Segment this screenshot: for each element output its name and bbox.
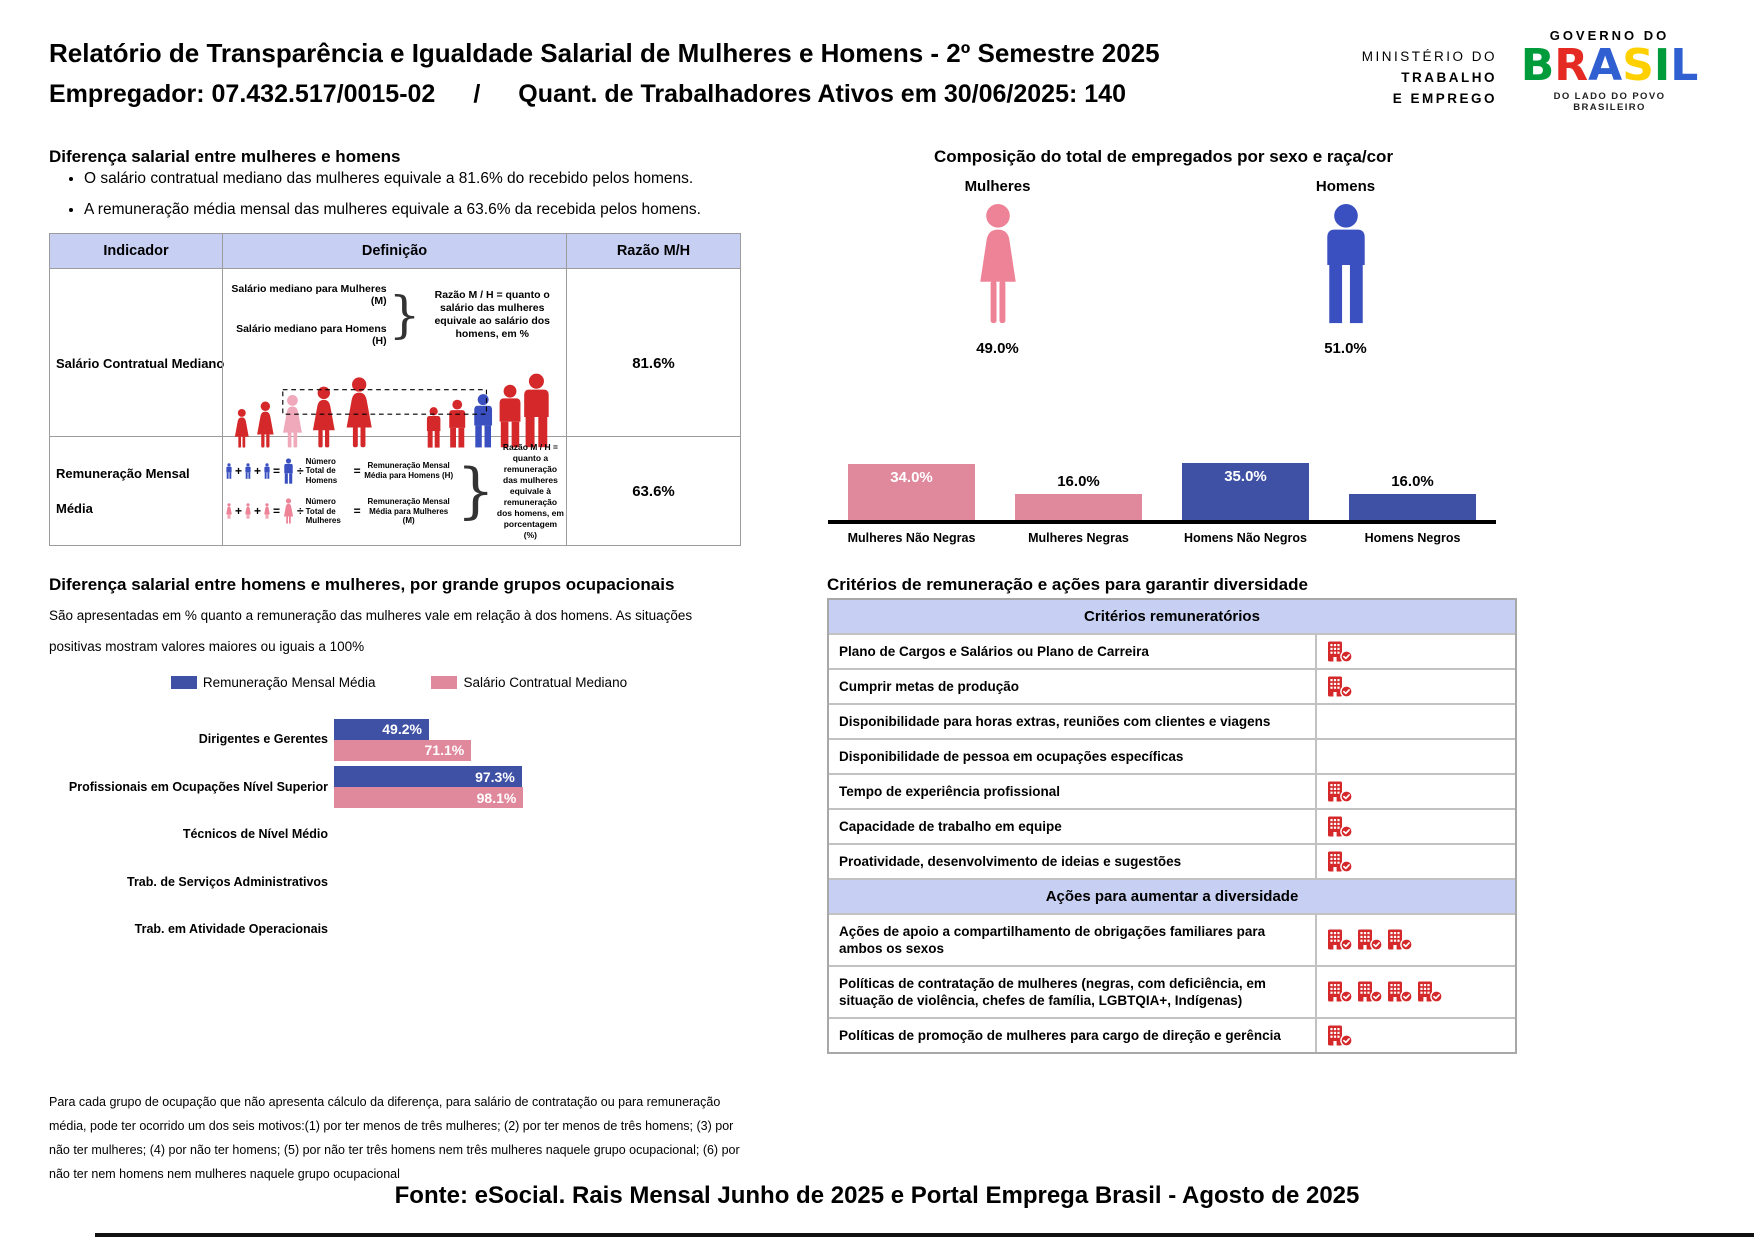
- brand-letter: L: [1670, 40, 1699, 91]
- occupation-bar: [334, 787, 523, 808]
- ratio-value: 81.6%: [566, 269, 740, 458]
- composition-category-label: Mulheres Negras: [1028, 530, 1129, 545]
- criteria-label: Cumprir metas de produção: [839, 679, 1020, 694]
- company-check-icon: [1327, 1025, 1354, 1047]
- brand-letter: A: [1588, 40, 1623, 91]
- col-header-razao: Razão M/H: [566, 234, 740, 268]
- composition-bar: [848, 464, 975, 520]
- people-row-illustration: [230, 351, 560, 450]
- table-row: [50, 436, 740, 545]
- brasil-wordmark: [1517, 40, 1702, 91]
- criteria-label: Proatividade, desenvolvimento de ideias e sugestões: [839, 854, 1182, 869]
- company-check-icon: [1327, 981, 1354, 1003]
- criteria-row: [829, 1017, 1515, 1052]
- criteria-check-icons: [1315, 915, 1515, 965]
- occupation-bar-value: 97.3%: [475, 768, 515, 785]
- brace-glyph: }: [388, 286, 421, 344]
- occupation-category-label: Técnicos de Nível Médio: [182, 827, 328, 842]
- criteria-check-icons: [1315, 845, 1515, 878]
- ministry-line3: E EMPREGO: [1392, 91, 1497, 106]
- composition-category-label: Homens Não Negros: [1184, 530, 1307, 545]
- criteria-table: [827, 598, 1517, 1054]
- composition-bar-value: 35.0%: [1224, 467, 1267, 485]
- indicator-name-text: Remuneração Mensal Média: [56, 466, 190, 516]
- company-check-icon: [1357, 929, 1384, 951]
- indicator-table: [49, 233, 741, 546]
- criteria-check-icons: [1315, 775, 1515, 808]
- occupational-footnote: Para cada grupo de ocupação que não apresenta cálculo da diferença, para salário de contratação ou para remuneração média, pode ter ocorrido um dos seis motivos:(1) por ter menos de três mulheres; (2) por ter menos de três homens; (3) por não ter mulheres; (4) por não ter homens; (5) por não ter três homens nem três mulheres naquele grupo ocupacional; (6) por não ter nem homens nem mulheres naquele grupo ocupacional: [49, 1095, 740, 1181]
- criteria-section-header: Critérios remuneratórios: [829, 600, 1515, 633]
- ratio-definition-note: Razão M / H = quanto a remuneração das mulheres equivale à remuneração dos homens, em porcentagem (%): [496, 441, 564, 540]
- composition-bars: [828, 418, 1496, 520]
- brand-letter: I: [1653, 40, 1671, 91]
- criteria-row: [829, 773, 1515, 808]
- criteria-label: Capacidade de trabalho em equipe: [839, 819, 1062, 834]
- equals-sign: =: [353, 463, 361, 478]
- women-label: Mulheres: [964, 178, 1031, 195]
- salary-gap-bullets: [66, 170, 701, 232]
- legend-label: Salário Contratual Mediano: [463, 675, 628, 690]
- composition-category-label: Mulheres Não Negras: [847, 530, 976, 545]
- men-group: [1253, 178, 1438, 357]
- brand-letter: B: [1520, 40, 1555, 91]
- criteria-section-header: Ações para aumentar a diversidade: [829, 878, 1515, 913]
- median-men-label: Salário mediano para Homens (H): [236, 323, 387, 347]
- composition-categories: [828, 524, 1496, 545]
- company-check-icon: [1387, 929, 1414, 951]
- plus-sign: +: [235, 504, 243, 519]
- divide-sign: ÷: [297, 463, 304, 478]
- plus-sign: +: [254, 463, 262, 478]
- occupation-bar: [334, 719, 429, 740]
- company-check-icon: [1417, 981, 1444, 1003]
- subtitle-separator: /: [473, 80, 481, 108]
- source-footer: Fonte: eSocial. Rais Mensal Junho de 2025 e Portal Emprega Brasil - Agosto de 2025: [394, 1182, 1360, 1209]
- occupational-bar-chart: [49, 716, 769, 954]
- occupation-row: [49, 906, 769, 954]
- female-person-icon: [905, 203, 1090, 334]
- occupation-bars: [334, 719, 471, 761]
- company-check-icon: [1327, 851, 1354, 873]
- women-average-equation: [225, 497, 455, 526]
- ministry-logo: [1362, 46, 1497, 109]
- composition-bar: [1349, 494, 1476, 520]
- criteria-label: Plano de Cargos e Salários ou Plano de Carreira: [839, 644, 1149, 659]
- criteria-row: [829, 808, 1515, 843]
- company-check-icon: [1327, 676, 1354, 698]
- plus-sign: +: [235, 463, 243, 478]
- criteria-row: [829, 633, 1515, 668]
- criteria-label: Tempo de experiência profissional: [839, 784, 1061, 799]
- occupational-legend: [49, 675, 749, 690]
- criteria-check-icons: [1315, 635, 1515, 668]
- legend-item: [171, 675, 376, 690]
- occupation-row: [49, 764, 769, 812]
- criteria-label: Políticas de contratação de mulheres (negras, com deficiência, em situação de violência, chefes de família, LGBTQIA+, Indígenas): [839, 976, 1266, 1008]
- women-group: [905, 178, 1090, 357]
- brand-letter: R: [1554, 40, 1589, 91]
- page-bottom-line: [95, 1233, 1754, 1237]
- men-percentage: 51.0%: [1324, 340, 1367, 357]
- gov-logo-top-text: GOVERNO DO: [1549, 28, 1670, 43]
- occupation-category-label: Profissionais em Ocupações Nível Superior: [68, 779, 328, 794]
- criteria-row: [829, 843, 1515, 878]
- people-comparison-figure: [227, 351, 562, 450]
- occupation-bar-value: 98.1%: [476, 789, 517, 806]
- legend-item: [431, 675, 627, 690]
- plus-sign: +: [254, 504, 262, 519]
- active-workers-count: Quant. de Trabalhadores Ativos em 30/06/2025: 140: [518, 80, 1126, 108]
- col-header-indicador: Indicador: [103, 243, 169, 259]
- composition-bar-value: 16.0%: [1057, 472, 1100, 490]
- ratio-definition-note: Razão M / H = quanto o salário das mulheres equivale ao salário dos homens, em %: [434, 289, 550, 340]
- salary-gap-title: Diferença salarial entre mulheres e homens: [49, 147, 401, 166]
- criteria-row: [829, 738, 1515, 773]
- occupation-category-label: Trab. de Serviços Administrativos: [127, 874, 328, 889]
- occupation-category-label: Trab. em Atividade Operacionais: [134, 922, 328, 937]
- definition-cell: [222, 437, 566, 545]
- occupation-bar: [334, 740, 471, 761]
- criteria-check-icons: [1315, 967, 1515, 1017]
- col-header-definicao: Definição: [222, 234, 566, 268]
- legend-swatch: [431, 676, 457, 689]
- criteria-row: [829, 703, 1515, 738]
- women-total-label: Número Total de Mulheres: [305, 497, 341, 525]
- male-person-icon: [1253, 203, 1438, 334]
- composition-bar-column: [1329, 473, 1496, 520]
- ratio-value: 63.6%: [566, 437, 740, 545]
- equals-sign: =: [273, 463, 281, 478]
- composition-bar-column: [995, 473, 1162, 520]
- occupation-row: [49, 716, 769, 764]
- page-subtitle: [49, 80, 1126, 109]
- ministry-line2: TRABALHO: [1401, 70, 1497, 85]
- composition-bar: [1182, 463, 1309, 520]
- composition-bar-chart: [828, 418, 1496, 545]
- indicator-name: [50, 437, 222, 545]
- men-average-label: Remuneração Mensal Média para Homens (H): [364, 461, 454, 480]
- criteria-check-icons: [1315, 670, 1515, 703]
- men-average-equation: [225, 457, 455, 486]
- occupational-title: Diferença salarial entre homens e mulheres, por grande grupos ocupacionais: [49, 575, 675, 594]
- company-check-icon: [1327, 816, 1354, 838]
- criteria-row: [829, 668, 1515, 703]
- occupation-bar-value: 49.2%: [382, 721, 422, 738]
- gov-brasil-logo: [1517, 28, 1702, 113]
- criteria-title: Critérios de remuneração e ações para garantir diversidade: [827, 575, 1308, 594]
- composition-bar-value: 16.0%: [1391, 472, 1434, 490]
- indicator-table-header: [50, 234, 740, 268]
- company-check-icon: [1327, 929, 1354, 951]
- criteria-check-icons: [1315, 810, 1515, 843]
- company-check-icon: [1327, 781, 1354, 803]
- composition-bar-column: [828, 464, 995, 520]
- table-row: [50, 268, 740, 436]
- legend-label: Remuneração Mensal Média: [202, 675, 376, 690]
- occupation-bar-value: 71.1%: [424, 742, 465, 759]
- criteria-label: Políticas de promoção de mulheres para cargo de direção e gerência: [839, 1028, 1281, 1043]
- criteria-check-icons: [1315, 705, 1515, 738]
- occupation-category-label: Dirigentes e Gerentes: [198, 732, 328, 747]
- men-label: Homens: [1315, 178, 1376, 195]
- occupational-subtitle: São apresentadas em % quanto a remuneração das mulheres vale em relação à dos homens. As situações positivas mostram valores maiores ou iguais a 100%: [49, 608, 693, 654]
- legend-swatch: [171, 676, 197, 689]
- brace-glyph: }: [456, 456, 495, 526]
- criteria-label: Ações de apoio a compartilhamento de obrigações familiares para ambos os sexos: [839, 924, 1266, 956]
- criteria-check-icons: [1315, 740, 1515, 773]
- divide-sign: ÷: [297, 504, 304, 519]
- criteria-label: Disponibilidade de pessoa em ocupações específicas: [839, 749, 1184, 764]
- brand-letter: S: [1622, 40, 1654, 91]
- bullet-mean-salary: • A remuneração média mensal das mulheres equivale a 63.6% da recebida pelos homens.: [84, 201, 701, 219]
- median-women-label: Salário mediano para Mulheres (M): [231, 283, 387, 307]
- criteria-row: [829, 965, 1515, 1017]
- women-average-label: Remuneração Mensal Média para Mulheres (M): [367, 497, 450, 525]
- occupation-row: [49, 859, 769, 907]
- company-check-icon: [1387, 981, 1414, 1003]
- page-title: Relatório de Transparência e Igualdade Salarial de Mulheres e Homens - 2º Semestre 2025: [49, 38, 1160, 68]
- composition-category-label: Homens Negros: [1364, 530, 1461, 545]
- men-total-label: Número Total de Homens: [305, 456, 338, 485]
- indicator-name: Salário Contratual Mediano: [56, 356, 225, 371]
- ministry-line1: MINISTÉRIO DO: [1361, 49, 1497, 64]
- occupation-bar: [334, 766, 522, 787]
- equals-sign: =: [273, 504, 281, 519]
- composition-bar-value: 34.0%: [890, 469, 933, 487]
- composition-bar-column: [1162, 463, 1329, 520]
- equals-sign: =: [353, 504, 361, 519]
- employer-id: Empregador: 07.432.517/0015-02: [49, 80, 436, 108]
- occupation-bars: [334, 766, 523, 808]
- company-check-icon: [1327, 641, 1354, 663]
- criteria-label: Disponibilidade para horas extras, reuniões com clientes e viagens: [839, 714, 1271, 729]
- composition-bar: [1015, 494, 1142, 520]
- criteria-row: [829, 913, 1515, 965]
- occupation-row: [49, 811, 769, 859]
- definition-cell: [222, 269, 566, 458]
- composition-title: Composição do total de empregados por sexo e raça/cor: [933, 147, 1394, 166]
- bullet-median-salary: • O salário contratual mediano das mulheres equivale a 81.6% do recebido pelos homens.: [84, 170, 701, 188]
- gov-logo-tagline: DO LADO DO POVO BRASILEIRO: [1553, 91, 1666, 113]
- women-percentage: 49.0%: [976, 340, 1019, 357]
- criteria-check-icons: [1315, 1019, 1515, 1052]
- company-check-icon: [1357, 981, 1384, 1003]
